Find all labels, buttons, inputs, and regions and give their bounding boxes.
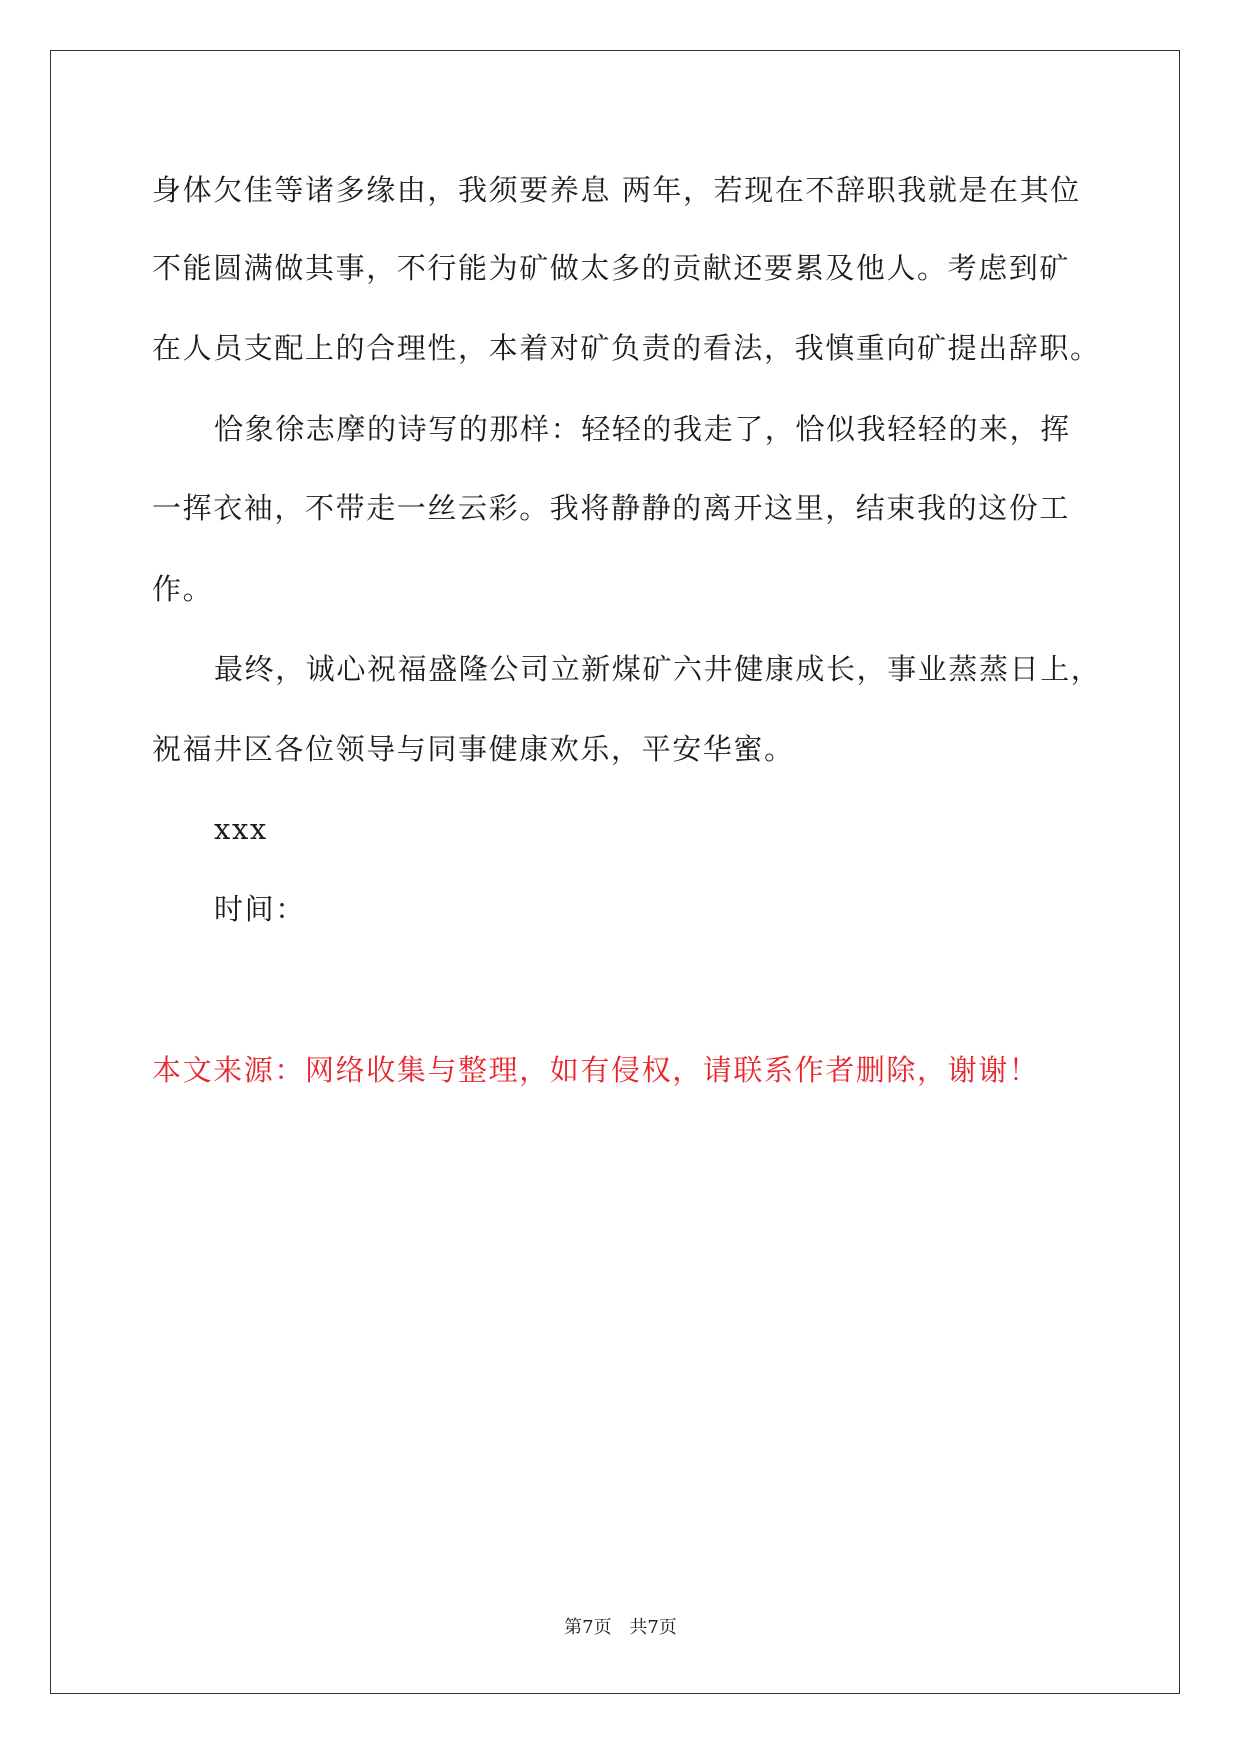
body-line-5: 一挥衣袖，不带走一丝云彩。我将静静的离开这里，结束我的这份工 (152, 491, 1071, 525)
body-line-1: 身体欠佳等诸多缘由，我须要养息 两年，若现在不辞职我就是在其位 (152, 173, 1081, 207)
page-border (50, 50, 1180, 1694)
body-line-6: 作。 (152, 572, 214, 606)
total-pages-label: 共7页 (629, 1617, 677, 1638)
body-line-4: 恰象徐志摩的诗写的那样：轻轻的我走了，恰似我轻轻的来，挥 (214, 412, 1071, 446)
page-footer (0, 1616, 1241, 1640)
signature-name: xxx (214, 812, 268, 846)
current-page-label: 第7页 (564, 1617, 612, 1638)
body-line-2: 不能圆满做其事，不行能为矿做太多的贡献还要累及他人。考虑到矿 (152, 251, 1071, 285)
date-label: 时间： (214, 892, 306, 926)
body-line-8: 祝福井区各位领导与同事健康欢乐，平安华蜜。 (152, 732, 795, 766)
source-note: 本文来源：网络收集与整理，如有侵权，请联系作者删除，谢谢！ (152, 1053, 1040, 1087)
body-line-3: 在人员支配上的合理性，本着对矿负责的看法，我慎重向矿提出辞职。 (152, 331, 1101, 365)
body-line-7: 最终，诚心祝福盛隆公司立新煤矿六井健康成长，事业蒸蒸日上， (214, 652, 1102, 686)
